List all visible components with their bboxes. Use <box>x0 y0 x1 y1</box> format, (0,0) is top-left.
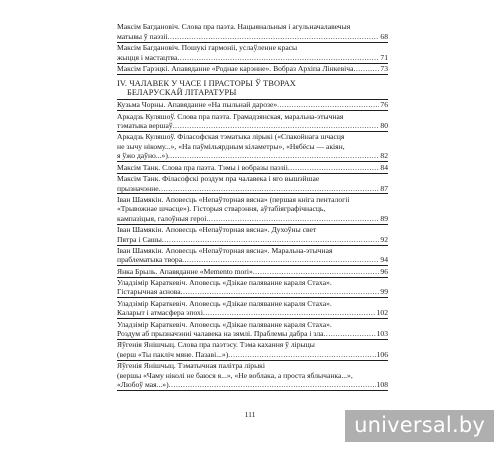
toc-entry-line: Уладзімір Караткевіч. Аповесць «Дзікае паляванне караля Стаха». <box>117 319 332 329</box>
dot-leader <box>181 287 380 297</box>
toc-entry-line: Максім Багдановіч. Слова пра паэта. Нацыянальныя і агульначалавечыя <box>117 22 351 32</box>
toc-entry[interactable] <box>117 111 388 132</box>
dot-leader <box>182 255 379 265</box>
toc-entry-line: праблематыка твора <box>117 255 183 265</box>
toc-entry-line: Уладзімір Караткевіч. Аповесць «Дзікае паляванне караля Стаха». <box>117 277 332 287</box>
toc-page-number: 84 <box>380 162 388 172</box>
toc-entry-line: Максім Багдановіч. Пошукі гармоніі, услаўленне красы <box>117 43 298 53</box>
toc-entry-line: Іван Шамякін. Аповесць «Непаўторная вясна» (першая кніга пенталогіі <box>117 194 350 204</box>
dot-leader <box>228 350 375 360</box>
dot-leader <box>353 64 379 74</box>
toc-entry-line: (вершы «Чаму ніколі не баюся я...», «Не воблака, а проста яблычанка...», <box>117 370 353 380</box>
toc-page-number: 89 <box>380 213 388 223</box>
section-heading-line: БЕЛАРУСКАЙ ЛІТАРАТУРЫ <box>127 88 237 98</box>
toc-entry-line: Іван Шамякін. Аповесць «Непаўторная вясна». Маральна-этычная <box>117 245 333 255</box>
toc-entry[interactable] <box>117 319 388 340</box>
toc-entry-line: кампазіцыя, галоўныя героі <box>117 213 207 223</box>
toc-entry-line: Каларыт і атмасфера эпохі <box>117 308 203 318</box>
toc-page-number: 103 <box>376 329 388 339</box>
toc-entry-line: Максім Гарэцкі. Апавяданне «Роднае карэнне». Вобраз Архіпа Лінкевіча <box>117 63 354 73</box>
toc-entry[interactable] <box>117 194 388 224</box>
toc-entry-line: прызначэнне <box>117 183 159 193</box>
toc-page-number: 80 <box>380 121 388 131</box>
page-number: 111 <box>244 410 256 419</box>
toc-entry-line: Максім Танк. Слова пра паэта. Тэмы і вобразы паэзіі <box>117 162 288 172</box>
toc-page-number: 106 <box>376 349 388 359</box>
site-watermark: universal.by <box>345 410 494 442</box>
toc-entry[interactable] <box>117 100 388 111</box>
toc-page-number: 73 <box>380 63 388 73</box>
toc-page-number: 99 <box>380 287 388 297</box>
toc-page-number: 71 <box>380 52 388 62</box>
toc-entry[interactable] <box>117 64 388 75</box>
section-heading-line: IV. ЧАЛАВЕК У ЧАСЕ І ПРАСТОРЫ Ў ТВОРАХ <box>117 78 296 88</box>
toc-entry[interactable] <box>117 162 388 173</box>
toc-entry-line: не зычу нікому...», «На паўмільярдным кіламетры», «Нябёсы — акіян, <box>117 141 345 151</box>
dot-leader <box>253 267 380 277</box>
toc-page-number: 94 <box>380 255 388 265</box>
toc-entry-line: Янка Брыль. Апавяданне «Memento mori» <box>117 266 253 276</box>
toc-entry-line: Роздум аб прызначэнні чалавека на зямлі. Праблемы дабра і зла <box>117 329 324 339</box>
toc-entry-line: жыцця і мастацтва <box>117 52 178 62</box>
dot-leader <box>168 151 380 161</box>
toc-entry[interactable] <box>117 132 388 162</box>
toc-entry-line: Яўгенія Янішчыц. Тэматычная палітра лірыкі <box>117 361 265 371</box>
toc-entry[interactable] <box>117 361 388 391</box>
toc-entry-line: Гістарычная аснова <box>117 287 181 297</box>
dot-leader <box>324 329 376 339</box>
dot-leader <box>173 121 380 131</box>
toc-entry[interactable] <box>117 340 388 361</box>
toc-page-number: 76 <box>380 100 388 110</box>
toc-entry-line: Іван Шамякін. Аповесць «Непаўторная вясна». Духоўны свет <box>117 225 317 235</box>
dot-leader <box>159 184 380 194</box>
section-heading <box>117 75 388 100</box>
toc-entry-line: я ўжо даўно...») <box>117 151 168 161</box>
toc-page-number: 108 <box>376 380 388 390</box>
table-of-contents <box>117 22 388 391</box>
toc-entry-line: «Любоў мая...») <box>117 380 169 390</box>
toc-entry[interactable] <box>117 22 388 43</box>
toc-page-number: 82 <box>380 151 388 161</box>
toc-entry-line: Максім Танк. Філасофскі роздум пра чалавека і яго вышэйшае <box>117 174 320 184</box>
toc-entry[interactable] <box>117 298 388 319</box>
toc-entry-line: Уладзімір Караткевіч. Аповесць «Дзікае паляванне караля Стаха». <box>117 298 332 308</box>
toc-entry-line: Аркадзь Куляшоў. Слова пра паэта. Грамадзянская, маральна-этычная <box>117 111 344 121</box>
toc-entry[interactable] <box>117 43 388 64</box>
dot-leader <box>277 100 379 110</box>
dot-leader <box>288 163 380 173</box>
toc-entry[interactable] <box>117 225 388 246</box>
toc-page-number: 68 <box>380 31 388 41</box>
toc-entry-line: Кузьма Чорны. Апавяданне «На пыльнай дарозе» <box>117 100 278 110</box>
dot-leader <box>169 380 376 390</box>
dot-leader <box>177 53 379 63</box>
toc-page-number: 87 <box>380 183 388 193</box>
dot-leader <box>206 214 379 224</box>
toc-entry[interactable] <box>117 266 388 277</box>
toc-entry[interactable] <box>117 278 388 299</box>
toc-page-number: 92 <box>380 234 388 244</box>
toc-entry-line: Пятра і Сашы <box>117 234 162 244</box>
toc-entry-line: матывы ў паэзіі <box>117 31 168 41</box>
dot-leader <box>162 235 380 245</box>
toc-page-number: 102 <box>376 308 388 318</box>
toc-page-number: 96 <box>380 266 388 276</box>
toc-entry-line: Яўгенія Янішчыц. Слова пра паэтэсу. Тэма кахання ў лірыцы <box>117 340 315 350</box>
toc-entry-line: (верш «Ты пакліч мяне. Пазаві...») <box>117 349 229 359</box>
dot-leader <box>168 32 380 42</box>
dot-leader <box>203 308 376 318</box>
toc-entry-line: Аркадзь Куляшоў. Філасофская тэматыка лірыкі («Спакойнага шчасця <box>117 132 345 142</box>
toc-entry[interactable] <box>117 246 388 267</box>
toc-entry-line: тэматыка вершаў <box>117 121 173 131</box>
toc-entry-line: «Трывожнае шчасце»). Гісторыя стварэння, аўтабіяграфічнасць, <box>117 204 326 214</box>
toc-entry[interactable] <box>117 174 388 195</box>
